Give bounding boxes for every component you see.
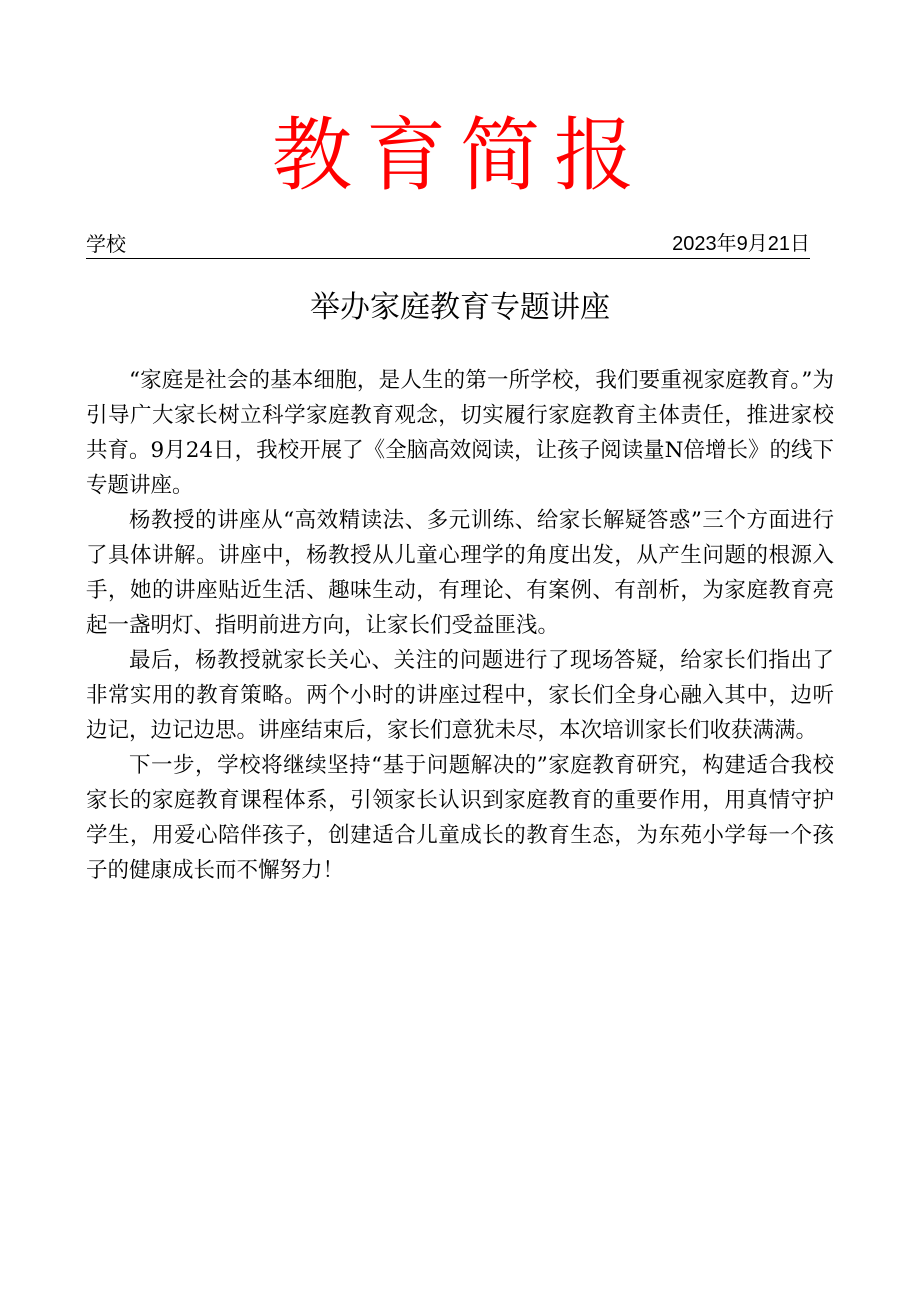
newsletter-title: 教育简报	[272, 109, 648, 202]
school-label: 学校	[86, 232, 126, 256]
issue-date: 2023年9月21日	[672, 233, 810, 255]
article-headline: 举办家庭教育专题讲座	[310, 290, 610, 325]
article-paragraph: 最后，杨教授就家长关心、关注的问题进行了现场答疑，给家长们指出了非常实用的教育策略。两个小时的讲座过程中，家长们全身心融入其中，边听边记，边记边思。讲座结束后，家长们意犹未尽，本次培训家长们收获满满。	[86, 648, 834, 743]
article-paragraph: “家庭是社会的基本细胞，是人生的第一所学校，我们要重视家庭教育。”为引导广大家长树立科学家庭教育观念，切实履行家庭教育主体责任，推进家校共育。9月24日，我校开展了《全脑高效阅读，让孩子阅读量N倍增长》的线下专题讲座。	[86, 368, 834, 498]
article-paragraph: 下一步，学校将继续坚持“基于问题解决的”家庭教育研究，构建适合我校家长的家庭教育课程体系，引领家长认识到家庭教育的重要作用，用真情守护学生，用爱心陪伴孩子，创建适合儿童成长的教育生态，为东苑小学每一个孩子的健康成长而不懈努力！	[86, 753, 834, 883]
article-paragraph: 杨教授的讲座从“高效精读法、多元训练、给家长解疑答惑”三个方面进行了具体讲解。讲座中，杨教授从儿童心理学的角度出发，从产生问题的根源入手，她的讲座贴近生活、趣味生动，有理论、有案例、有剖析，为家庭教育亮起一盏明灯、指明前进方向，让家长们受益匪浅。	[86, 508, 834, 638]
dateline	[86, 230, 810, 259]
article-body	[86, 363, 834, 888]
